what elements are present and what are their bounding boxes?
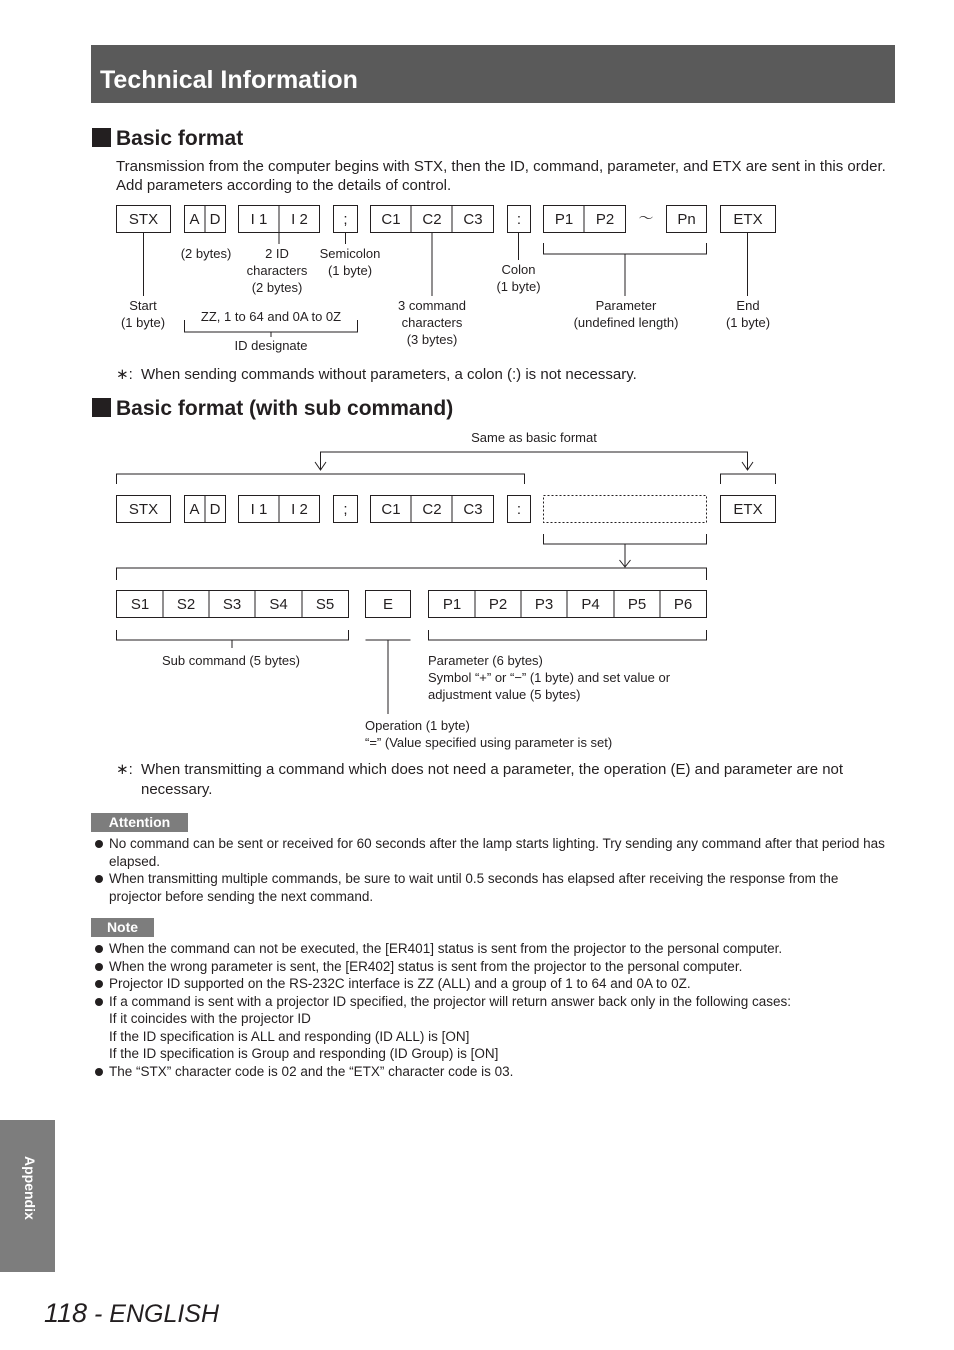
section-title-basic-format: Basic format (116, 127, 244, 150)
box-semicolon: ; (343, 211, 348, 228)
list-item: If a command is sent with a projector ID specified, the projector will return answer back only in the following cases: If it coincides with the projector ID If the ID specification is ALL and responding (ID ALL) is [ON] If the ID specification is Group and responding (ID Group) is [ON] (93, 993, 893, 1063)
box-c3: C3 (463, 211, 483, 228)
box-c1: C1 (381, 211, 401, 228)
box-i1: I 1 (250, 211, 268, 228)
attention-list (93, 835, 893, 905)
note-label: Note (91, 918, 154, 937)
list-item: When the wrong parameter is sent, the [ER402] status is sent from the projector to the personal computer. (93, 958, 893, 976)
box-a: A (189, 501, 200, 518)
box-p1: P1 (554, 211, 574, 228)
label-colon-2: (1 byte) (496, 279, 541, 294)
label-semicolon-1: Semicolon (319, 246, 381, 261)
box-c1: C1 (381, 501, 401, 518)
label-command-2: characters (401, 315, 463, 330)
label-id-chars-3: (2 bytes) (251, 280, 303, 295)
side-tab-label: Appendix (22, 1156, 38, 1220)
sub-line: If the ID specification is ALL and responding (ID ALL) is [ON] (109, 1028, 470, 1044)
page-title: Technical Information (100, 66, 358, 94)
box-s3: S3 (222, 596, 242, 613)
box-stx: STX (128, 501, 159, 518)
label-param-1: Parameter (6 bytes) (428, 653, 543, 668)
label-two-bytes: (2 bytes) (180, 246, 232, 261)
bullet-icon (95, 945, 103, 953)
box-semicolon: ; (343, 501, 348, 518)
label-parameter-1: Parameter (595, 298, 657, 313)
box-pn: Pn (677, 211, 696, 228)
bullet-icon (95, 980, 103, 988)
page-number (44, 1296, 219, 1331)
box-s1: S1 (130, 596, 150, 613)
box-i2: I 2 (291, 211, 308, 228)
box-s5: S5 (315, 596, 335, 613)
label-same-as-basic: Same as basic format (471, 430, 597, 445)
box-s2: S2 (176, 596, 196, 613)
box-etx: ETX (733, 211, 763, 228)
box-d: D (209, 211, 221, 228)
box-a: A (189, 211, 200, 228)
bullet-icon (95, 998, 103, 1006)
sub-line: If it coincides with the projector ID (109, 1011, 311, 1026)
attention-label: Attention (91, 813, 188, 832)
section1-note: When sending commands without parameters, a colon (:) is not necessary. (141, 366, 637, 383)
page-number-value: 118 (44, 1298, 88, 1328)
label-colon-1: Colon (501, 262, 536, 277)
box-p1: P1 (442, 596, 462, 613)
box-p2: P2 (488, 596, 508, 613)
sub-command-diagram (0, 420, 954, 760)
label-param-2: Symbol “+” or “−” (1 byte) and set value or (428, 670, 671, 685)
basic-format-diagram (0, 0, 954, 400)
box-colon: : (516, 211, 522, 228)
label-id-designate: ID designate (234, 338, 308, 353)
list-item: Projector ID supported on the RS-232C interface is ZZ (ALL) and a group of 1 to 64 and 0A to 0Z. (93, 975, 893, 993)
box-c2: C2 (422, 501, 442, 518)
bullet-icon (95, 875, 103, 883)
label-command-1: 3 command (398, 298, 466, 313)
bullet-icon (95, 840, 103, 848)
list-item: The “STX” character code is 02 and the “ETX” character code is 03. (93, 1063, 893, 1081)
label-command-3: (3 bytes) (406, 332, 458, 347)
note-list (93, 940, 893, 1080)
sub-line: If the ID specification is Group and responding (ID Group) is [ON] (109, 1046, 499, 1061)
label-semicolon-2: (1 byte) (327, 263, 373, 278)
bullet-icon (95, 963, 103, 971)
label-parameter-2: (undefined length) (573, 315, 679, 330)
box-colon: : (516, 501, 522, 518)
box-p6: P6 (673, 596, 693, 613)
box-p2: P2 (595, 211, 615, 228)
tilde-symbol: ～ (638, 210, 654, 227)
label-end-1: End (736, 298, 760, 313)
label-operation-2: “=” (Value specified using parameter is set) (365, 735, 613, 750)
page-language: - ENGLISH (87, 1300, 220, 1328)
section2-note: When transmitting a command which does not need a parameter, the operation (E) and parameter are not necessary. (141, 761, 844, 798)
list-item: When transmitting multiple commands, be sure to wait until 0.5 seconds has elapsed after receiving the response from the projector before sending the next command. (93, 870, 893, 905)
section-marker (92, 398, 111, 417)
box-p5: P5 (627, 596, 647, 613)
box-d: D (209, 501, 221, 518)
box-c2: C2 (422, 211, 442, 228)
box-etx: ETX (733, 501, 763, 518)
note-asterisk: ∗: (116, 761, 133, 778)
box-s4: S4 (269, 596, 288, 613)
label-zz-range: ZZ, 1 to 64 and 0A to 0Z (200, 309, 342, 324)
label-id-chars-1: 2 ID (265, 246, 289, 261)
box-p3: P3 (534, 596, 554, 613)
box-p4: P4 (581, 596, 600, 613)
label-id-chars-2: characters (246, 263, 308, 278)
list-item: No command can be sent or received for 60 seconds after the lamp starts lighting. Try sending any command after that period has elapsed. (93, 835, 893, 870)
label-operation-1: Operation (1 byte) (365, 718, 470, 733)
label-start-1: Start (129, 298, 157, 313)
label-sub-command: Sub command (5 bytes) (161, 653, 301, 668)
section-description: Transmission from the computer begins with STX, then the ID, command, parameter, and ETX are sent in this order. Add parameters according to the details of control. (116, 158, 886, 194)
bullet-icon (95, 1068, 103, 1076)
label-param-3: adjustment value (5 bytes) (428, 687, 581, 702)
side-tab-appendix[interactable] (0, 1120, 55, 1272)
box-c3: C3 (463, 501, 483, 518)
label-end-2: (1 byte) (725, 315, 771, 330)
list-item: When the command can not be executed, the [ER401] status is sent from the projector to the personal computer. (93, 940, 893, 958)
label-start-2: (1 byte) (120, 315, 166, 330)
box-i2: I 2 (291, 501, 308, 518)
note-asterisk: ∗: (116, 366, 133, 383)
section-title-sub-command: Basic format (with sub command) (116, 397, 454, 420)
box-stx: STX (128, 211, 159, 228)
box-i1: I 1 (250, 501, 268, 518)
box-e: E (382, 596, 394, 613)
